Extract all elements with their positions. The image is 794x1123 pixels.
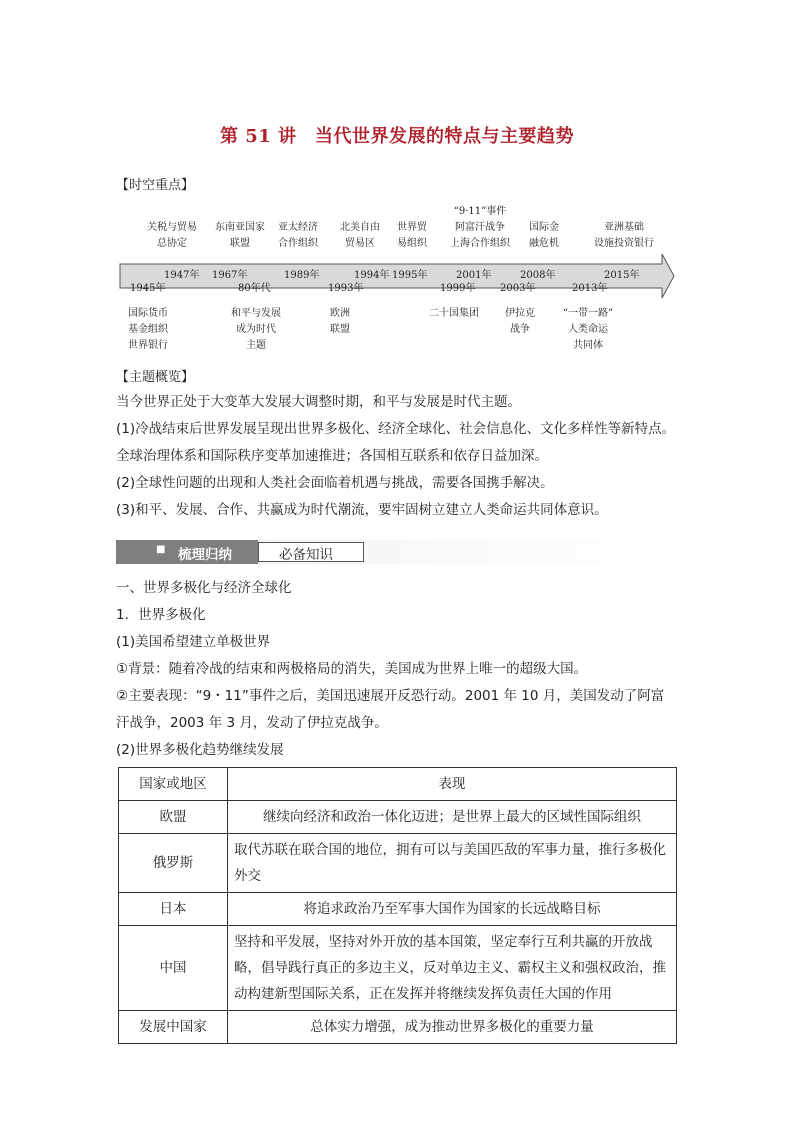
timeline-event: 东南亚国家 联盟: [215, 222, 265, 249]
page-title: 第 51 讲 当代世界发展的特点与主要趋势: [219, 126, 575, 147]
table-header-row: [119, 768, 677, 801]
overview-line: 当今世界正处于大变革大发展大调整时期，和平与发展是时代主题。: [116, 394, 521, 410]
timeline-event: 欧洲 联盟: [330, 308, 350, 335]
section-heading: 一、世界多极化与经济全球化: [116, 580, 292, 596]
timeline-year: 2015年: [604, 270, 640, 281]
background-text: ①背景：随着冷战的结束和两极格局的消失，美国成为世界上唯一的超级大国。: [116, 661, 588, 677]
table-cell-desc: 将追求政治乃至军事大国作为国家的长远战略目标: [228, 893, 677, 926]
overview-line: 全球治理体系和国际秩序变革加速推进；各国相互联系和依存日益加深。: [116, 448, 548, 464]
timeline-event: 国际金 融危机: [529, 222, 559, 249]
table-header: 国家或地区: [119, 768, 228, 801]
overview-text: [116, 389, 686, 524]
square-bullet-icon: ■: [156, 544, 166, 555]
table-row: [119, 834, 677, 893]
table-cell-region: 欧盟: [119, 801, 228, 834]
timeline-year: 1967年: [212, 270, 248, 281]
timeline-event: 伊拉克 战争: [505, 308, 535, 335]
timeline-event: 和平与发展 成为时代 主题: [231, 308, 281, 351]
table-cell-desc: 总体实力增强，成为推动世界多极化的重要力量: [228, 1011, 677, 1044]
table-cell-desc: 坚持和平发展，坚持对外开放的基本国策，坚定奉行互利共赢的开放战略，倡导践行真正的多边主义，反对单边主义、霸权主义和强权政治，推动构建新型国际关系，正在发挥并将继续发挥负责任大国的作用: [228, 926, 677, 1011]
timeline-year: 80年代: [238, 283, 271, 294]
timeline-year: 2003年: [500, 283, 536, 294]
timeline-year: 1995年: [392, 270, 428, 281]
timeline-event: 亚洲基础 设施投资银行: [594, 222, 654, 249]
timeline-year: 1999年: [440, 283, 476, 294]
banner-sub-box: [258, 542, 364, 562]
timeline-heading: 【时空重点】: [116, 178, 195, 193]
timeline-event: 关税与贸易 总协定: [147, 222, 197, 249]
timeline-year: 2001年: [456, 270, 492, 281]
timeline-event: 世界贸 易组织: [397, 222, 427, 249]
subsection-heading: 1．世界多极化: [116, 607, 206, 623]
banner-main-box: [116, 540, 258, 564]
item-heading: (1)美国希望建立单极世界: [116, 634, 271, 650]
table-header: 表现: [228, 768, 677, 801]
table-cell-desc: 继续向经济和政治一体化迈进；是世界上最大的区域性国际组织: [228, 801, 677, 834]
overview-line: (3)和平、发展、合作、共赢成为时代潮流，要牢固树立建立人类命运共同体意识。: [116, 502, 608, 518]
timeline-year: 1994年: [354, 270, 390, 281]
table-cell-region: 俄罗斯: [119, 834, 228, 893]
timeline-year: 1947年: [164, 270, 200, 281]
table-row: [119, 926, 677, 1011]
timeline-year: 2008年: [520, 270, 556, 281]
timeline-year: 1989年: [284, 270, 320, 281]
table-cell-region: 发展中国家: [119, 1011, 228, 1044]
performance-text-cont: 汗战争，2003 年 3 月，发动了伊拉克战争。: [116, 715, 388, 731]
section-banner: [116, 540, 676, 564]
timeline-event: 北美自由 贸易区: [340, 222, 380, 249]
table-cell-region: 中国: [119, 926, 228, 1011]
timeline-event: 二十国集团: [429, 308, 479, 319]
overview-heading: 【主题概览】: [116, 370, 195, 385]
item-heading: (2)世界多极化趋势继续发展: [116, 742, 284, 758]
timeline-event: “一带一路” 人类命运 共同体: [562, 308, 614, 351]
multipolar-table: [118, 767, 677, 1044]
table-cell-desc: 取代苏联在联合国的地位，拥有可以与美国匹敌的军事力量，推行多极化外交: [228, 834, 677, 893]
timeline-year: 2013年: [572, 283, 608, 294]
timeline-event: 亚太经济 合作组织: [278, 222, 318, 249]
content-body: [116, 575, 686, 764]
timeline-event: “9·11”事件 阿富汗战争 上海合作组织: [450, 206, 510, 249]
table-row: [119, 893, 677, 926]
performance-text: ②主要表现：“9・11”事件之后，美国迅速展开反恐行动。2001 年 10 月，美国发动了阿富: [116, 688, 665, 704]
banner-label: 梳理归纳: [178, 547, 232, 563]
table-row: [119, 801, 677, 834]
timeline-event: 国际货币 基金组织 世界银行: [128, 308, 168, 351]
banner-sub-label: 必备知识: [279, 547, 333, 563]
table-cell-region: 日本: [119, 893, 228, 926]
overview-line: (1)冷战结束后世界发展呈现出世界多极化、经济全球化、社会信息化、文化多样性等新特点。: [116, 421, 676, 437]
timeline-year: 1945年: [130, 283, 166, 294]
overview-line: (2)全球性问题的出现和人类社会面临着机遇与挑战，需要各国携手解决。: [116, 475, 554, 491]
table-row: [119, 1011, 677, 1044]
timeline-year: 1993年: [328, 283, 364, 294]
